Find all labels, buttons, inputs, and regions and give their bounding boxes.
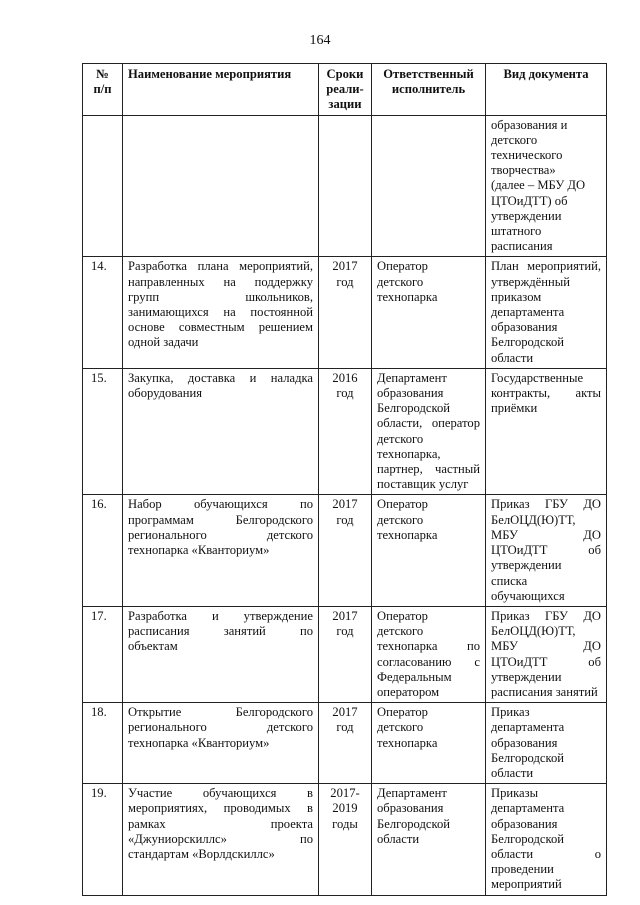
document-type-cell-line: области о [491,846,601,861]
document-type-cell-line: творчества» [491,163,556,178]
document-type-cell-line: штатного [491,224,542,239]
document-type-cell-line: области [491,350,534,365]
document-type-cell [486,115,607,257]
responsible-cell-line: технопарка [377,527,438,542]
term-cell-line: 2017 [332,497,358,512]
responsible-cell-line: образования [377,386,444,401]
term-cell [319,115,372,257]
responsible-cell-line: партнер, частный [377,462,480,477]
document-type-cell-line: ЦТОиДТТ об [491,543,601,558]
table-header-row [83,64,607,116]
event-name-cell-line: рамках проекта [128,816,313,831]
event-name-cell [123,368,319,495]
event-name-cell [123,257,319,368]
document-type-cell-line: детского [491,132,538,147]
row-number: 17. [83,606,123,702]
header-terms: Сроки реали- зации [319,64,372,116]
term-cell [319,606,372,702]
event-name-cell-line: Открытие Белгородского [128,705,313,720]
table-row [83,703,607,784]
responsible-cell-line: Оператор [377,259,428,274]
event-name-cell [123,115,319,257]
document-type-cell-line: области [491,765,534,780]
document-type-cell-line: технического [491,148,563,163]
document-type-cell-line: (далее – МБУ ДО [491,178,586,193]
document-type-cell-line: расписания занятий [491,684,598,699]
term-cell [319,368,372,495]
event-name-cell-line: технопарка «Кванториум» [128,735,270,750]
document-type-cell-line: утверждении [491,669,562,684]
document-type-cell-line: Приказ ГБУ ДО [491,608,601,623]
document-type-cell-line: БелОЦД(Ю)ТТ, [491,512,576,527]
row-number: 14. [83,257,123,368]
table-row [83,606,607,702]
document-type-cell [486,368,607,495]
table-row [83,368,607,495]
responsible-cell-line: области, оператор [377,416,480,431]
responsible-cell-line: Федеральным [377,669,452,684]
document-type-cell-line: Приказы [491,786,539,801]
document-type-cell-line: Приказ ГБУ ДО [491,497,601,512]
document-type-cell-line: образования [491,816,558,831]
responsible-cell [372,495,486,606]
document-type-cell-line: МБУ ДО [491,639,601,654]
header-event-name: Наименование мероприятия [123,64,319,116]
events-table [82,63,607,896]
responsible-cell-line: технопарка, [377,446,441,461]
event-name-cell-line: Участие обучающихся в [128,786,313,801]
event-name-cell-line: Набор обучающихся по [128,497,313,512]
responsible-cell-line: детского [377,431,424,446]
event-name-cell-line: программам Белгородского [128,512,313,527]
event-name-cell-line: Закупка, доставка и наладка [128,370,313,385]
document-type-cell-line: департамента [491,720,565,735]
event-name-cell-line: направленных на поддержку [128,274,313,289]
term-cell-line: год [336,512,354,527]
row-number: 15. [83,368,123,495]
document-type-cell-line: контракты, акты [491,386,601,401]
document-type-cell-line: образования [491,320,558,335]
document-type-cell-line: ЦТОиДТТ) об [491,193,568,208]
document-type-cell-line: ЦТОиДТТ об [491,654,601,669]
term-cell-line: год [336,274,354,289]
responsible-cell-line: Оператор [377,497,428,512]
term-cell-line: год [336,386,354,401]
row-number: 16. [83,495,123,606]
responsible-cell-line: оператором [377,684,440,699]
responsible-cell-line: области [377,831,420,846]
document-type-cell-line: Белгородской [491,750,564,765]
responsible-cell-line: Оператор [377,608,428,623]
event-name-cell-line: «Джуниорскиллс» по [128,831,313,846]
event-name-cell-line: Разработка и утверждение [128,608,313,623]
responsible-cell-line: технопарка по [377,639,480,654]
table-row [83,257,607,368]
event-name-cell [123,495,319,606]
event-name-cell-line: технопарка «Кванториум» [128,543,270,558]
row-number: 19. [83,784,123,895]
document-type-cell-line: утверждении [491,208,562,223]
responsible-cell [372,784,486,895]
event-name-cell [123,606,319,702]
document-type-cell-line: утверждённый [491,274,570,289]
responsible-cell-line: поставщик услуг [377,477,469,492]
event-name-cell-line: основе совместным решением [128,320,313,335]
responsible-cell-line: детского [377,274,424,289]
responsible-cell-line: Белгородской [377,816,450,831]
table-row [83,495,607,606]
term-cell [319,703,372,784]
responsible-cell-line: Оператор [377,705,428,720]
table-row [83,784,607,895]
event-name-cell-line: регионального детского [128,527,313,542]
document-type-cell-line: утверждении [491,558,562,573]
responsible-cell-line: Департамент [377,786,447,801]
document-type-cell-line: Государственные [491,370,584,385]
responsible-cell [372,606,486,702]
event-name-cell-line: занимающихся на постоянной [128,305,313,320]
responsible-cell-line: Белгородской [377,401,450,416]
term-cell-line: 2017- [330,786,360,801]
term-cell-line: год [336,624,354,639]
term-cell [319,495,372,606]
term-cell-line: годы [332,816,358,831]
responsible-cell [372,257,486,368]
event-name-cell [123,703,319,784]
document-type-cell-line: Приказ [491,705,530,720]
document-type-cell-line: образования и [491,117,568,132]
document-type-cell-line: мероприятий [491,877,562,892]
event-name-cell-line: Разработка плана мероприятий, [128,259,313,274]
document-type-cell [486,495,607,606]
document-type-cell-line: БелОЦД(Ю)ТТ, [491,624,576,639]
responsible-cell-line: Департамент [377,370,447,385]
event-name-cell-line: стандартам «Ворлдскиллс» [128,846,275,861]
responsible-cell [372,115,486,257]
term-cell-line: 2017 [332,705,358,720]
document-type-cell-line: департамента [491,305,565,320]
document-type-cell [486,703,607,784]
responsible-cell-line: образования [377,801,444,816]
document-type-cell-line: Белгородской [491,335,564,350]
document-type-cell-line: расписания [491,239,553,254]
row-number: 18. [83,703,123,784]
document-type-cell-line: обучающихся [491,588,565,603]
document-type-cell-line: План мероприятий, [491,259,601,274]
document-type-cell-line: приказом [491,289,542,304]
document-type-cell-line: списка [491,573,528,588]
term-cell-line: 2019 [332,801,358,816]
term-cell-line: 2017 [332,608,358,623]
event-name-cell-line: мероприятиях, проводимых в [128,801,313,816]
document-type-cell [486,606,607,702]
document-type-cell-line: Белгородской [491,831,564,846]
responsible-cell [372,703,486,784]
responsible-cell-line: согласованию с [377,654,480,669]
term-cell-line: год [336,720,354,735]
responsible-cell-line: технопарка [377,735,438,750]
document-type-cell [486,784,607,895]
responsible-cell [372,368,486,495]
term-cell-line: 2017 [332,259,358,274]
event-name-cell-line: оборудования [128,386,202,401]
responsible-cell-line: детского [377,720,424,735]
table-row [83,115,607,257]
term-cell [319,257,372,368]
document-type-cell-line: образования [491,735,558,750]
header-responsible: Ответственный исполнитель [372,64,486,116]
term-cell [319,784,372,895]
document-type-cell [486,257,607,368]
event-name-cell-line: объектам [128,639,178,654]
header-document-type: Вид документа [486,64,607,116]
row-number [83,115,123,257]
responsible-cell-line: детского [377,512,424,527]
event-name-cell-line: групп школьников, [128,289,313,304]
document-type-cell-line: МБУ ДО [491,527,601,542]
responsible-cell-line: детского [377,624,424,639]
responsible-cell-line: технопарка [377,289,438,304]
page-number: 164 [309,33,331,48]
document-type-cell-line: департамента [491,801,565,816]
term-cell-line: 2016 [332,370,358,385]
event-name-cell-line: регионального детского [128,720,313,735]
document-type-cell-line: приёмки [491,401,538,416]
event-name-cell [123,784,319,895]
header-number: № п/п [83,64,123,116]
event-name-cell-line: одной задачи [128,335,199,350]
event-name-cell-line: расписания занятий по [128,624,313,639]
document-type-cell-line: проведении [491,862,554,877]
